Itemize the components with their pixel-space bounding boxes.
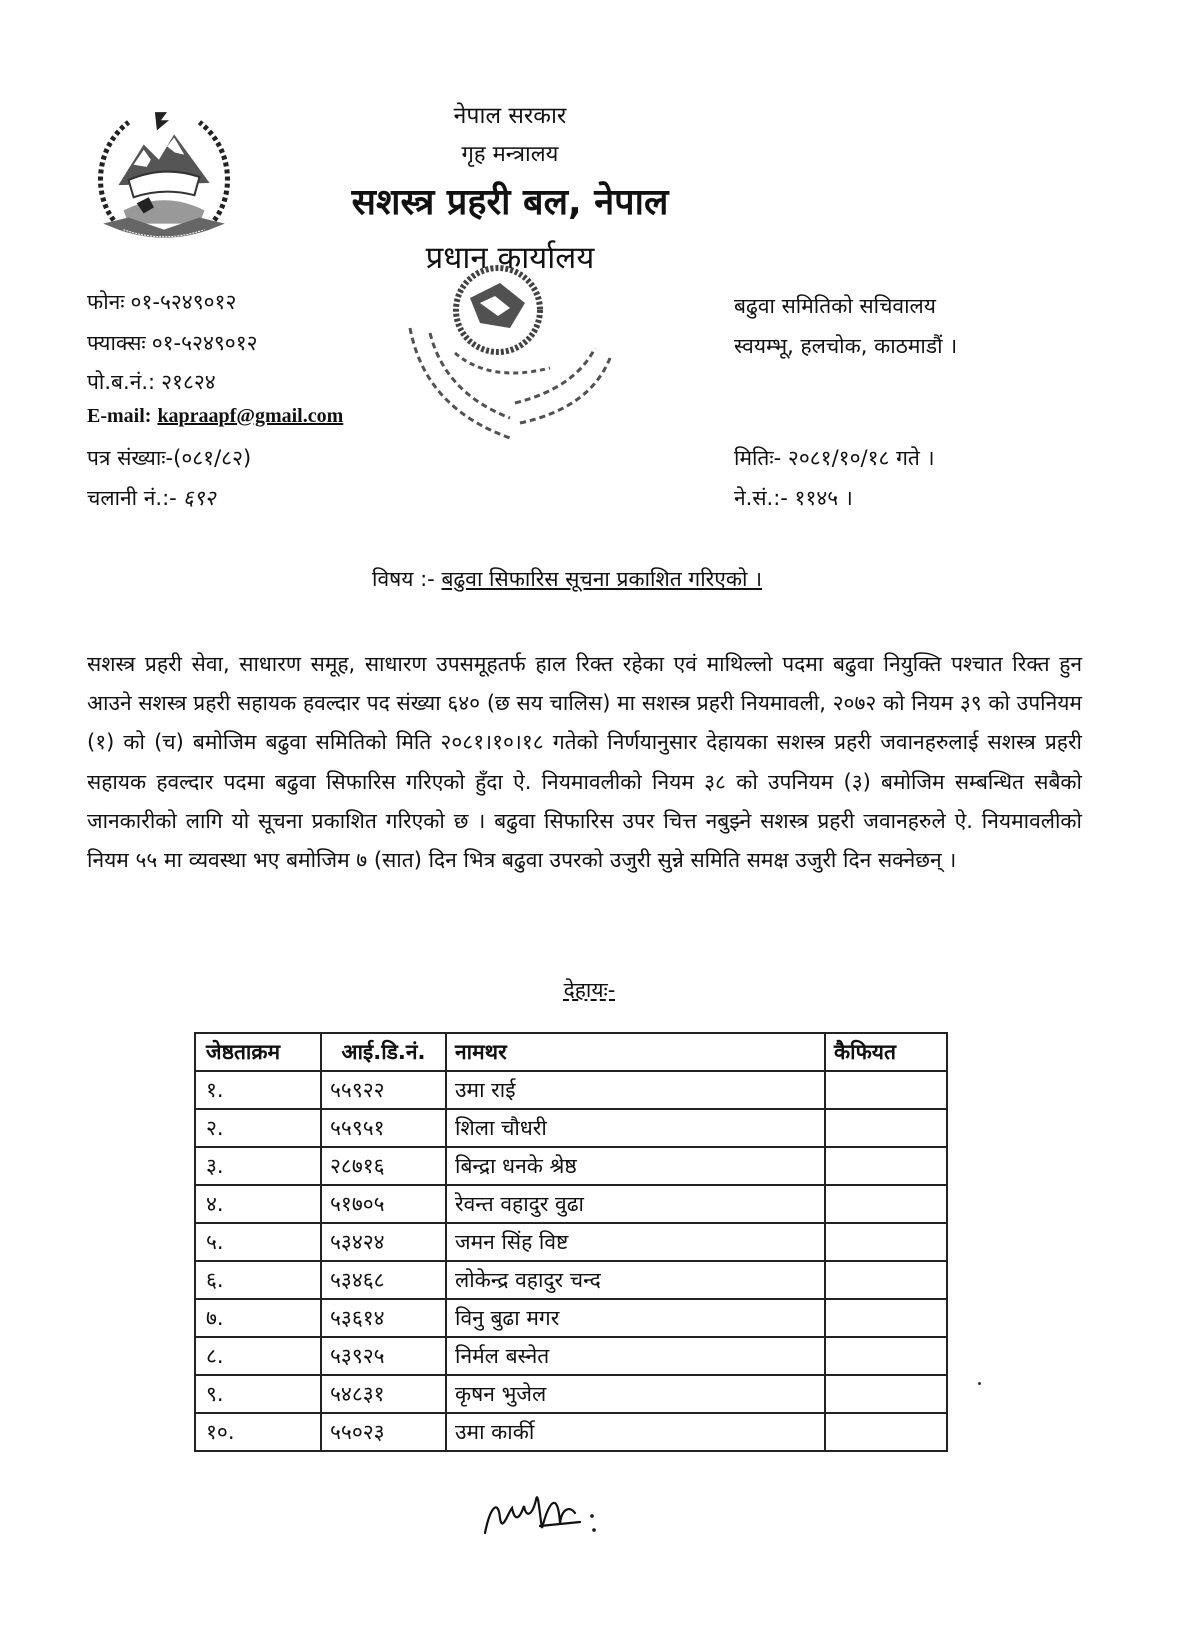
cell-seniority: १०. bbox=[195, 1413, 321, 1451]
cell-remarks bbox=[825, 1223, 947, 1261]
cell-name: रेवन्त वहादुर वुढा bbox=[446, 1185, 825, 1223]
cell-id-number: ५४८३१ bbox=[321, 1375, 446, 1413]
cell-name: कृषन भुजेल bbox=[446, 1375, 825, 1413]
cell-name: उमा कार्की bbox=[446, 1413, 825, 1451]
reference-line bbox=[87, 444, 251, 472]
list-heading-text: देहायः- bbox=[563, 978, 616, 1002]
cell-name: विनु बुढा मगर bbox=[446, 1299, 825, 1337]
cell-seniority: ३. bbox=[195, 1147, 321, 1185]
letterhead-ministry: गृह मन्त्रालय bbox=[461, 142, 559, 167]
office-name: बढुवा समितिको सचिवालय bbox=[734, 294, 936, 318]
cell-name: निर्मल बस्नेत bbox=[446, 1337, 825, 1375]
pobox-line bbox=[87, 368, 216, 396]
promotion-table bbox=[194, 1032, 948, 1452]
date-value: २०८१/१०/१८ गते । bbox=[787, 446, 935, 470]
table-row bbox=[195, 1337, 947, 1375]
table-row bbox=[195, 1109, 947, 1147]
table-row bbox=[195, 1375, 947, 1413]
cell-remarks bbox=[825, 1071, 947, 1109]
nepal-sambat-value: ११४५ । bbox=[794, 486, 853, 510]
header-remarks: कैफियत bbox=[825, 1033, 947, 1071]
cell-id-number: ५३९२५ bbox=[321, 1337, 446, 1375]
cell-id-number: ५१७०५ bbox=[321, 1185, 446, 1223]
cell-name: लोकेन्द्र वहादुर चन्द bbox=[446, 1261, 825, 1299]
cell-remarks bbox=[825, 1413, 947, 1451]
cell-seniority: ९. bbox=[195, 1375, 321, 1413]
cell-seniority: ४. bbox=[195, 1185, 321, 1223]
cell-seniority: ५. bbox=[195, 1223, 321, 1261]
cell-remarks bbox=[825, 1147, 947, 1185]
cell-remarks bbox=[825, 1109, 947, 1147]
fax-number: ०१-५२४९०१२ bbox=[151, 331, 258, 355]
cell-id-number: ५३४६८ bbox=[321, 1261, 446, 1299]
cell-remarks bbox=[825, 1299, 947, 1337]
subject-text: बढुवा सिफारिस सूचना प्रकाशित गरिएको । bbox=[441, 567, 763, 591]
cell-seniority: १. bbox=[195, 1071, 321, 1109]
signature bbox=[480, 1478, 610, 1548]
table-row bbox=[195, 1261, 947, 1299]
cell-seniority: ७. bbox=[195, 1299, 321, 1337]
office-stamp bbox=[400, 258, 630, 458]
table-row bbox=[195, 1223, 947, 1261]
dispatch-line bbox=[87, 484, 216, 512]
email-line bbox=[87, 405, 343, 428]
cell-remarks bbox=[825, 1261, 947, 1299]
table-row bbox=[195, 1185, 947, 1223]
email-link[interactable]: kapraapf@gmail.com bbox=[157, 405, 344, 427]
fax-line bbox=[87, 329, 258, 357]
cell-id-number: ५३४२४ bbox=[321, 1223, 446, 1261]
cell-id-number: ५५०२३ bbox=[321, 1413, 446, 1451]
letterhead-organization: सशस्त्र प्रहरी बल, नेपाल bbox=[351, 182, 669, 223]
cell-seniority: ६. bbox=[195, 1261, 321, 1299]
table-header-row bbox=[195, 1033, 947, 1071]
subject-label: विषय :- bbox=[372, 567, 435, 591]
cell-seniority: २. bbox=[195, 1109, 321, 1147]
cell-seniority: ८. bbox=[195, 1337, 321, 1375]
cell-remarks bbox=[825, 1185, 947, 1223]
date-label: मितिः- bbox=[734, 446, 782, 470]
cell-name: बिन्द्रा धनके श्रेष्ठ bbox=[446, 1147, 825, 1185]
phone-number: ०१-५२४९०१२ bbox=[130, 290, 237, 314]
pobox-label: पो.ब.नं.: bbox=[87, 370, 156, 394]
dispatch-number: ६९२ bbox=[182, 486, 216, 510]
header-name: नामथर bbox=[446, 1033, 825, 1071]
speck bbox=[978, 1382, 981, 1385]
cell-remarks bbox=[825, 1337, 947, 1375]
nepal-sambat-line bbox=[734, 484, 853, 512]
table-row bbox=[195, 1299, 947, 1337]
cell-id-number: ५५९२२ bbox=[321, 1071, 446, 1109]
phone-label: फोनः bbox=[87, 290, 125, 314]
fax-label: फ्याक्सः bbox=[87, 331, 146, 355]
header-id-number: आई.डि.नं. bbox=[321, 1033, 446, 1071]
table-row bbox=[195, 1071, 947, 1109]
dispatch-label: चलानी नं.:- bbox=[87, 486, 177, 510]
subject-line bbox=[372, 565, 762, 593]
cell-remarks bbox=[825, 1375, 947, 1413]
cell-id-number: ५३६१४ bbox=[321, 1299, 446, 1337]
reference-label: पत्र संख्याः- bbox=[87, 446, 174, 470]
cell-name: शिला चौधरी bbox=[446, 1109, 825, 1147]
cell-id-number: ५५९५१ bbox=[321, 1109, 446, 1147]
cell-id-number: २८७१६ bbox=[321, 1147, 446, 1185]
nepal-sambat-label: ने.सं.:- bbox=[734, 486, 788, 510]
list-heading bbox=[0, 976, 1179, 1004]
cell-name: उमा राई bbox=[446, 1071, 825, 1109]
email-label: E-mail: bbox=[87, 405, 152, 427]
date-line bbox=[734, 444, 935, 472]
reference-number: (०८१/८२) bbox=[173, 446, 252, 470]
phone-line bbox=[87, 288, 236, 316]
pobox-number: २१८२४ bbox=[161, 370, 216, 394]
office-address: स्वयम्भू, हलचोक, काठमाडौं । bbox=[734, 334, 958, 358]
table-row bbox=[195, 1413, 947, 1451]
header-seniority: जेष्ठताक्रम bbox=[195, 1033, 321, 1071]
letterhead-government: नेपाल सरकार bbox=[453, 103, 567, 129]
letterhead-office: प्रधान कार्यालय bbox=[425, 240, 595, 276]
table-row bbox=[195, 1147, 947, 1185]
notice-body: सशस्त्र प्रहरी सेवा, साधारण समूह, साधारण उपसमूहतर्फ हाल रिक्त रहेका एवं माथिल्लो पदमा बढुवा नियुक्ति पश्चात रिक्त हुन आउने सशस्त्र प्रहरी सहायक हवल्दार पद संख्या ६४० (छ सय चालिस) मा सशस्त्र प्रहरी नियमावली, २०७२ को नियम ३९ को उपनियम (१) को (च) बमोजिम बढुवा समितिको मिति २०८१।१०।१८ गतेको निर्णयानुसार देहायका सशस्त्र प्रहरी जवानहरुलाई सशस्त्र प्रहरी सहायक हवल्दार पदमा बढुवा सिफारिस गरिएको हुँदा ऐ. नियमावलीको नियम ३८ को उपनियम (३) बमोजिम सम्बन्धित सबैको जानकारीको लागि यो सूचना प्रकाशित गरिएको छ । बढुवा सिफारिस उपर चित्त नबुझ्ने सशस्त्र प्रहरी जवानहरुले ऐ. नियमावलीको नियम ५५ मा व्यवस्था भए बमोजिम ७ (सात) दिन भित्र बढुवा उपरको उजुरी सुन्ने समिति समक्ष उजुरी दिन सक्नेछन् । bbox=[87, 652, 1082, 873]
cell-name: जमन सिंह विष्ट bbox=[446, 1223, 825, 1261]
